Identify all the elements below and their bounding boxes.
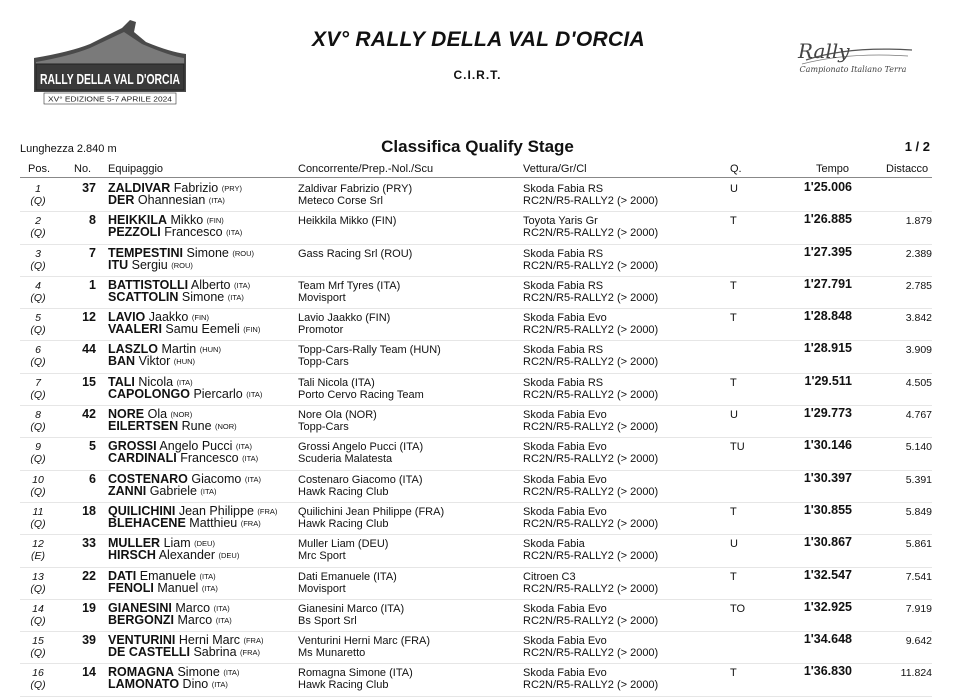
stage-time: 1'28.848	[803, 309, 852, 324]
position: 15	[32, 635, 44, 648]
position: 5	[35, 312, 41, 325]
col-no: No.	[74, 163, 92, 175]
co-driver: ITU Sergiu (ROU)	[108, 257, 193, 272]
car-model: Citroen C3	[523, 570, 576, 583]
driver: ROMAGNA Simone (ITA)	[108, 665, 240, 680]
entrant: Dati Emanuele (ITA)	[298, 570, 397, 583]
car-model: Skoda Fabia Evo	[523, 409, 607, 422]
car-number: 1	[89, 277, 96, 292]
q-code: U	[730, 538, 738, 551]
co-driver: VAALERI Samu Eemeli (FIN)	[108, 322, 261, 337]
driver: HEIKKILA Mikko (FIN)	[108, 213, 224, 228]
car-model: Skoda Fabia	[523, 538, 585, 551]
entrant: Team Mrf Tyres (ITA)	[298, 279, 401, 292]
entrant: Topp-Cars-Rally Team (HUN)	[298, 344, 441, 357]
stage-time: 1'32.547	[803, 567, 852, 582]
stage-title: Classifica Qualify Stage	[381, 137, 574, 156]
position: 12	[32, 538, 44, 551]
qualification-status: (Q)	[30, 517, 46, 530]
stage-time: 1'30.397	[803, 470, 852, 485]
car-class: RC2N/R5-RALLY2 (> 2000)	[523, 388, 659, 401]
car-class: RC2N/R5-RALLY2 (> 2000)	[523, 291, 659, 304]
qualification-status: (E)	[31, 550, 45, 563]
team: Hawk Racing Club	[298, 679, 389, 692]
driver: NORE Ola (NOR)	[108, 407, 193, 422]
gap: 7.919	[905, 602, 932, 615]
table-row	[20, 406, 932, 438]
qualification-status: (Q)	[30, 421, 46, 434]
car-number: 15	[82, 374, 96, 389]
stage-time: 1'32.925	[803, 599, 852, 614]
qualification-status: (Q)	[30, 582, 46, 595]
stage-time: 1'30.146	[803, 438, 852, 453]
car-number: 44	[82, 342, 96, 357]
gap: 5.861	[905, 538, 932, 551]
car-class: RC2N/R5-RALLY2 (> 2000)	[523, 550, 659, 563]
entrant: Venturini Herni Marc (FRA)	[298, 635, 431, 648]
car-class: RC2N/R5-RALLY2 (> 2000)	[523, 324, 659, 337]
car-model: Skoda Fabia RS	[523, 247, 604, 260]
gap: 5.391	[905, 473, 932, 486]
col-time: Tempo	[816, 163, 850, 175]
car-class: RC2N/R5-RALLY2 (> 2000)	[523, 227, 659, 240]
stage-length: Lunghezza 2.840 m	[20, 143, 117, 155]
q-code: T	[730, 570, 737, 583]
entrant: Nore Ola (NOR)	[298, 409, 377, 422]
q-code: T	[730, 505, 737, 518]
team: Hawk Racing Club	[298, 517, 389, 530]
co-driver: BLEHACENE Matthieu (FRA)	[108, 515, 261, 530]
q-code: T	[730, 279, 737, 292]
team: Movisport	[298, 291, 346, 304]
co-driver: SCATTOLIN Simone (ITA)	[108, 289, 244, 304]
qualification-status: (Q)	[30, 356, 46, 369]
driver: COSTENARO Giacomo (ITA)	[108, 471, 261, 486]
table-row	[20, 309, 932, 341]
stage-time: 1'29.511	[804, 373, 852, 388]
entrant: Quilichini Jean Philippe (FRA)	[298, 505, 445, 518]
co-driver: PEZZOLI Francesco (ITA)	[108, 225, 243, 240]
driver: LAVIO Jaakko (FIN)	[108, 310, 209, 325]
col-pos: Pos.	[28, 163, 51, 175]
stage-time: 1'27.395	[803, 244, 852, 259]
stage-time: 1'30.855	[803, 502, 852, 517]
car-class: RC2N/R5-RALLY2 (> 2000)	[523, 195, 659, 207]
team: Promotor	[298, 324, 344, 337]
q-code: TO	[730, 602, 746, 615]
entrant: Zaldivar Fabrizio (PRY)	[298, 183, 413, 195]
team: Movisport	[298, 582, 346, 595]
co-driver: DER Ohannesian (ITA)	[108, 193, 225, 207]
gap: 11.824	[900, 667, 932, 680]
svg-text:Rally: Rally	[798, 39, 850, 63]
table-row	[20, 180, 932, 212]
col-q: Q.	[730, 163, 742, 175]
q-code: U	[730, 183, 738, 195]
table-row	[20, 341, 932, 373]
qualification-status: (Q)	[30, 259, 46, 272]
driver: GROSSI Angelo Pucci (ITA)	[108, 439, 252, 454]
car-number: 18	[82, 503, 96, 518]
car-number: 8	[89, 213, 96, 228]
gap: 2.389	[905, 247, 932, 260]
q-code: T	[730, 312, 737, 325]
team: Meteco Corse Srl	[298, 195, 383, 207]
position: 8	[35, 409, 41, 422]
entrant: Gianesini Marco (ITA)	[298, 602, 405, 615]
stage-time: 1'26.885	[803, 212, 852, 227]
position: 9	[35, 441, 41, 454]
entrant: Heikkila Mikko (FIN)	[298, 215, 397, 228]
table-row	[20, 568, 932, 600]
q-code: U	[730, 409, 738, 422]
svg-text:Campionato Italiano Terra: Campionato Italiano Terra	[799, 65, 907, 74]
car-number: 37	[82, 181, 96, 195]
entrant: Gass Racing Srl (ROU)	[298, 247, 413, 260]
car-model: Skoda Fabia Evo	[523, 473, 607, 486]
car-number: 5	[89, 439, 96, 454]
car-class: RC2N/R5-RALLY2 (> 2000)	[523, 421, 659, 434]
position: 6	[35, 344, 41, 357]
driver: TALI Nicola (ITA)	[108, 374, 193, 389]
table-row	[20, 535, 932, 567]
gap: 3.842	[905, 312, 932, 325]
position: 13	[32, 570, 44, 583]
driver: ZALDIVAR Fabrizio (PRY)	[108, 181, 242, 195]
co-driver: BERGONZI Marco (ITA)	[108, 612, 232, 627]
gap: 7.541	[905, 570, 932, 583]
driver: BATTISTOLLI Alberto (ITA)	[108, 277, 251, 292]
stage-time: 1'34.648	[803, 632, 852, 647]
co-driver: CARDINALI Francesco (ITA)	[108, 451, 259, 466]
car-number: 22	[82, 568, 96, 583]
table-row	[20, 664, 932, 696]
car-class: RC2N/R5-RALLY2 (> 2000)	[523, 582, 659, 595]
position: 7	[35, 376, 41, 389]
car-model: Skoda Fabia Evo	[523, 635, 607, 648]
car-model: Skoda Fabia RS	[523, 344, 604, 357]
table-row	[20, 632, 932, 664]
qualification-status: (Q)	[30, 453, 46, 466]
gap: 5.140	[905, 441, 932, 454]
car-number: 39	[82, 633, 96, 648]
qualification-status: (Q)	[30, 647, 46, 660]
q-code: TU	[730, 441, 745, 454]
table-row	[20, 471, 932, 503]
q-code: T	[730, 376, 737, 389]
car-model: Skoda Fabia RS	[523, 183, 604, 195]
co-driver: DE CASTELLI Sabrina (FRA)	[108, 645, 261, 660]
car-class: RC2N/R5-RALLY2 (> 2000)	[523, 356, 659, 369]
car-class: RC2N/R5-RALLY2 (> 2000)	[523, 485, 659, 498]
co-driver: ZANNI Gabriele (ITA)	[108, 483, 217, 498]
col-car: Vettura/Gr/Cl	[523, 163, 587, 175]
qualification-status: (Q)	[30, 324, 46, 337]
co-driver: LAMONATO Dino (ITA)	[108, 677, 228, 692]
stage-time: 1'30.867	[803, 535, 852, 550]
car-number: 6	[89, 471, 96, 486]
car-number: 19	[82, 600, 96, 615]
entrant: Costenaro Giacomo (ITA)	[298, 473, 423, 486]
qualification-status: (Q)	[30, 485, 46, 498]
position: 3	[35, 247, 41, 260]
car-model: Skoda Fabia Evo	[523, 312, 607, 325]
stage-time: 1'36.830	[803, 664, 852, 679]
table-row	[20, 277, 932, 309]
car-number: 7	[89, 245, 96, 260]
q-code: T	[730, 667, 737, 680]
team: Mrc Sport	[298, 550, 346, 563]
qualification-status: (Q)	[30, 388, 46, 401]
position: 4	[35, 279, 41, 292]
co-driver: CAPOLONGO Piercarlo (ITA)	[108, 386, 263, 401]
team: Scuderia Malatesta	[298, 453, 393, 466]
driver: QUILICHINI Jean Philippe (FRA)	[108, 503, 278, 518]
table-row	[20, 212, 932, 244]
table-row	[20, 503, 932, 535]
gap: 4.767	[905, 409, 932, 422]
co-driver: HIRSCH Alexander (DEU)	[108, 548, 240, 563]
page-number: 1 / 2	[904, 139, 930, 154]
col-crew: Equipaggio	[108, 163, 164, 175]
gap: 4.505	[905, 376, 932, 389]
co-driver: BAN Viktor (HUN)	[108, 354, 196, 369]
car-class: RC2N/R5-RALLY2 (> 2000)	[523, 259, 659, 272]
table-row	[20, 245, 932, 277]
col-team: Concorrente/Prep.-Nol./Scu	[298, 163, 434, 175]
team: Topp-Cars	[298, 356, 349, 369]
position: 14	[32, 602, 44, 615]
qualification-status: (Q)	[30, 291, 46, 304]
car-number: 42	[82, 407, 96, 422]
team: Porto Cervo Racing Team	[298, 388, 424, 401]
car-class: RC2N/R5-RALLY2 (> 2000)	[523, 647, 659, 660]
driver: DATI Emanuele (ITA)	[108, 568, 216, 583]
car-model: Skoda Fabia Evo	[523, 602, 607, 615]
driver: TEMPESTINI Simone (ROU)	[108, 245, 255, 260]
table-header	[20, 163, 932, 178]
campionato-italiano-terra-logo	[788, 38, 918, 78]
results-table	[20, 180, 932, 697]
qualification-status: (Q)	[30, 195, 46, 207]
gap: 1.879	[905, 215, 932, 228]
driver: MULLER Liam (DEU)	[108, 536, 215, 551]
position: 10	[32, 473, 44, 486]
entrant: Romagna Simone (ITA)	[298, 667, 413, 680]
svg-text:XV° EDIZIONE 5-7 APRILE 2024: XV° EDIZIONE 5-7 APRILE 2024	[48, 96, 152, 104]
svg-text:RALLY DELLA VAL D'ORCIA: RALLY DELLA VAL D'ORCIA	[40, 71, 181, 88]
gap: 3.909	[905, 344, 932, 357]
stage-time: 1'27.791	[803, 276, 852, 291]
car-model: Skoda Fabia Evo	[523, 505, 607, 518]
entrant: Tali Nicola (ITA)	[298, 376, 375, 389]
gap: 9.642	[905, 635, 932, 648]
stage-time: 1'29.773	[803, 406, 852, 421]
position: 16	[32, 667, 44, 680]
driver: LASZLO Martin (HUN)	[108, 342, 221, 357]
car-class: RC2N/R5-RALLY2 (> 2000)	[523, 679, 659, 692]
col-gap: Distacco	[886, 163, 929, 175]
entrant: Lavio Jaakko (FIN)	[298, 312, 391, 325]
gap: 5.849	[905, 505, 932, 518]
stage-time: 1'28.915	[803, 341, 852, 356]
car-number: 12	[82, 310, 96, 325]
car-model: Skoda Fabia Evo	[523, 441, 607, 454]
entrant: Grossi Angelo Pucci (ITA)	[298, 441, 424, 454]
car-class: RC2N/R5-RALLY2 (> 2000)	[523, 517, 659, 530]
co-driver: EILERTSEN Rune (NOR)	[108, 419, 237, 434]
qualification-status: (Q)	[30, 227, 46, 240]
table-row	[20, 374, 932, 406]
gap: 2.785	[905, 279, 932, 292]
car-class: RC2N/R5-RALLY2 (> 2000)	[523, 453, 659, 466]
event-title: XV° RALLY DELLA VAL D'ORCIA	[311, 28, 645, 51]
event-subtitle: C.I.R.T.	[453, 68, 502, 82]
table-row	[20, 600, 932, 632]
car-class: RC2N/R5-RALLY2 (> 2000)	[523, 614, 659, 627]
co-driver: FENOLI Manuel (ITA)	[108, 580, 218, 595]
entrant: Muller Liam (DEU)	[298, 538, 389, 551]
stage-time: 1'25.006	[803, 180, 852, 194]
position: 11	[32, 505, 44, 518]
team: Ms Munaretto	[298, 647, 366, 660]
car-number: 14	[82, 665, 96, 680]
car-model: Toyota Yaris Gr	[523, 215, 598, 228]
qualification-status: (Q)	[30, 614, 46, 627]
qualification-status: (Q)	[30, 679, 46, 692]
driver: VENTURINI Herni Marc (FRA)	[108, 633, 264, 648]
car-number: 33	[82, 536, 96, 551]
position: 2	[35, 215, 41, 228]
car-model: Skoda Fabia RS	[523, 376, 604, 389]
team: Hawk Racing Club	[298, 485, 389, 498]
q-code: T	[730, 215, 737, 228]
position: 1	[35, 183, 41, 195]
car-model: Skoda Fabia RS	[523, 279, 604, 292]
team: Bs Sport Srl	[298, 614, 357, 627]
car-model: Skoda Fabia Evo	[523, 667, 607, 680]
team: Topp-Cars	[298, 421, 349, 434]
driver: GIANESINI Marco (ITA)	[108, 600, 230, 615]
table-row	[20, 438, 932, 470]
